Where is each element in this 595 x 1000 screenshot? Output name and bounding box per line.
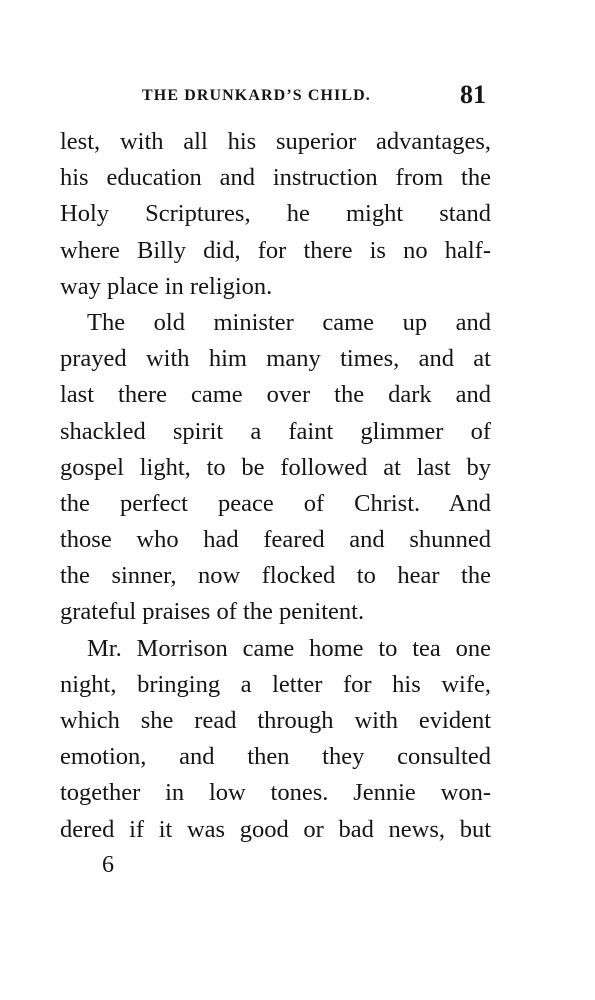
text-line: emotion, and then they consulted xyxy=(60,743,491,771)
page-number: 81 xyxy=(460,80,486,109)
text-line: those who had feared and shunned xyxy=(60,526,491,554)
text-line: together in low tones. Jennie won- xyxy=(60,779,491,807)
text-line: way place in religion. xyxy=(60,272,273,300)
text-line: lest, with all his superior advantages, xyxy=(60,128,491,155)
text-line: dered if it was good or bad news, but xyxy=(60,815,491,843)
text-line: the sinner, now flocked to hear the xyxy=(60,562,491,590)
text-line: last there came over the dark and xyxy=(60,381,491,409)
text-line: the perfect peace of Christ. And xyxy=(60,489,491,517)
text-line: grateful praises of the penitent. xyxy=(60,598,365,626)
text-line: gospel light, to be followed at last by xyxy=(60,453,491,481)
running-title: THE DRUNKARD’S CHILD. xyxy=(142,87,371,104)
running-head xyxy=(60,80,490,110)
body-text xyxy=(60,124,491,848)
text-line: his education and instruction from the xyxy=(60,164,491,192)
signature-mark: 6 xyxy=(102,852,114,878)
text-line: Holy Scriptures, he might stand xyxy=(60,200,491,228)
text-line: Mr. Morrison came home to tea one xyxy=(87,634,491,662)
text-line: prayed with him many times, and at xyxy=(60,345,491,373)
text-line: The old minister came up and xyxy=(87,308,491,336)
text-line: shackled spirit a faint glimmer of xyxy=(60,417,491,445)
text-line: which she read through with evident xyxy=(60,707,491,734)
text-line: night, bringing a letter for his wife, xyxy=(60,670,491,698)
text-line: where Billy did, for there is no half- xyxy=(60,236,491,264)
